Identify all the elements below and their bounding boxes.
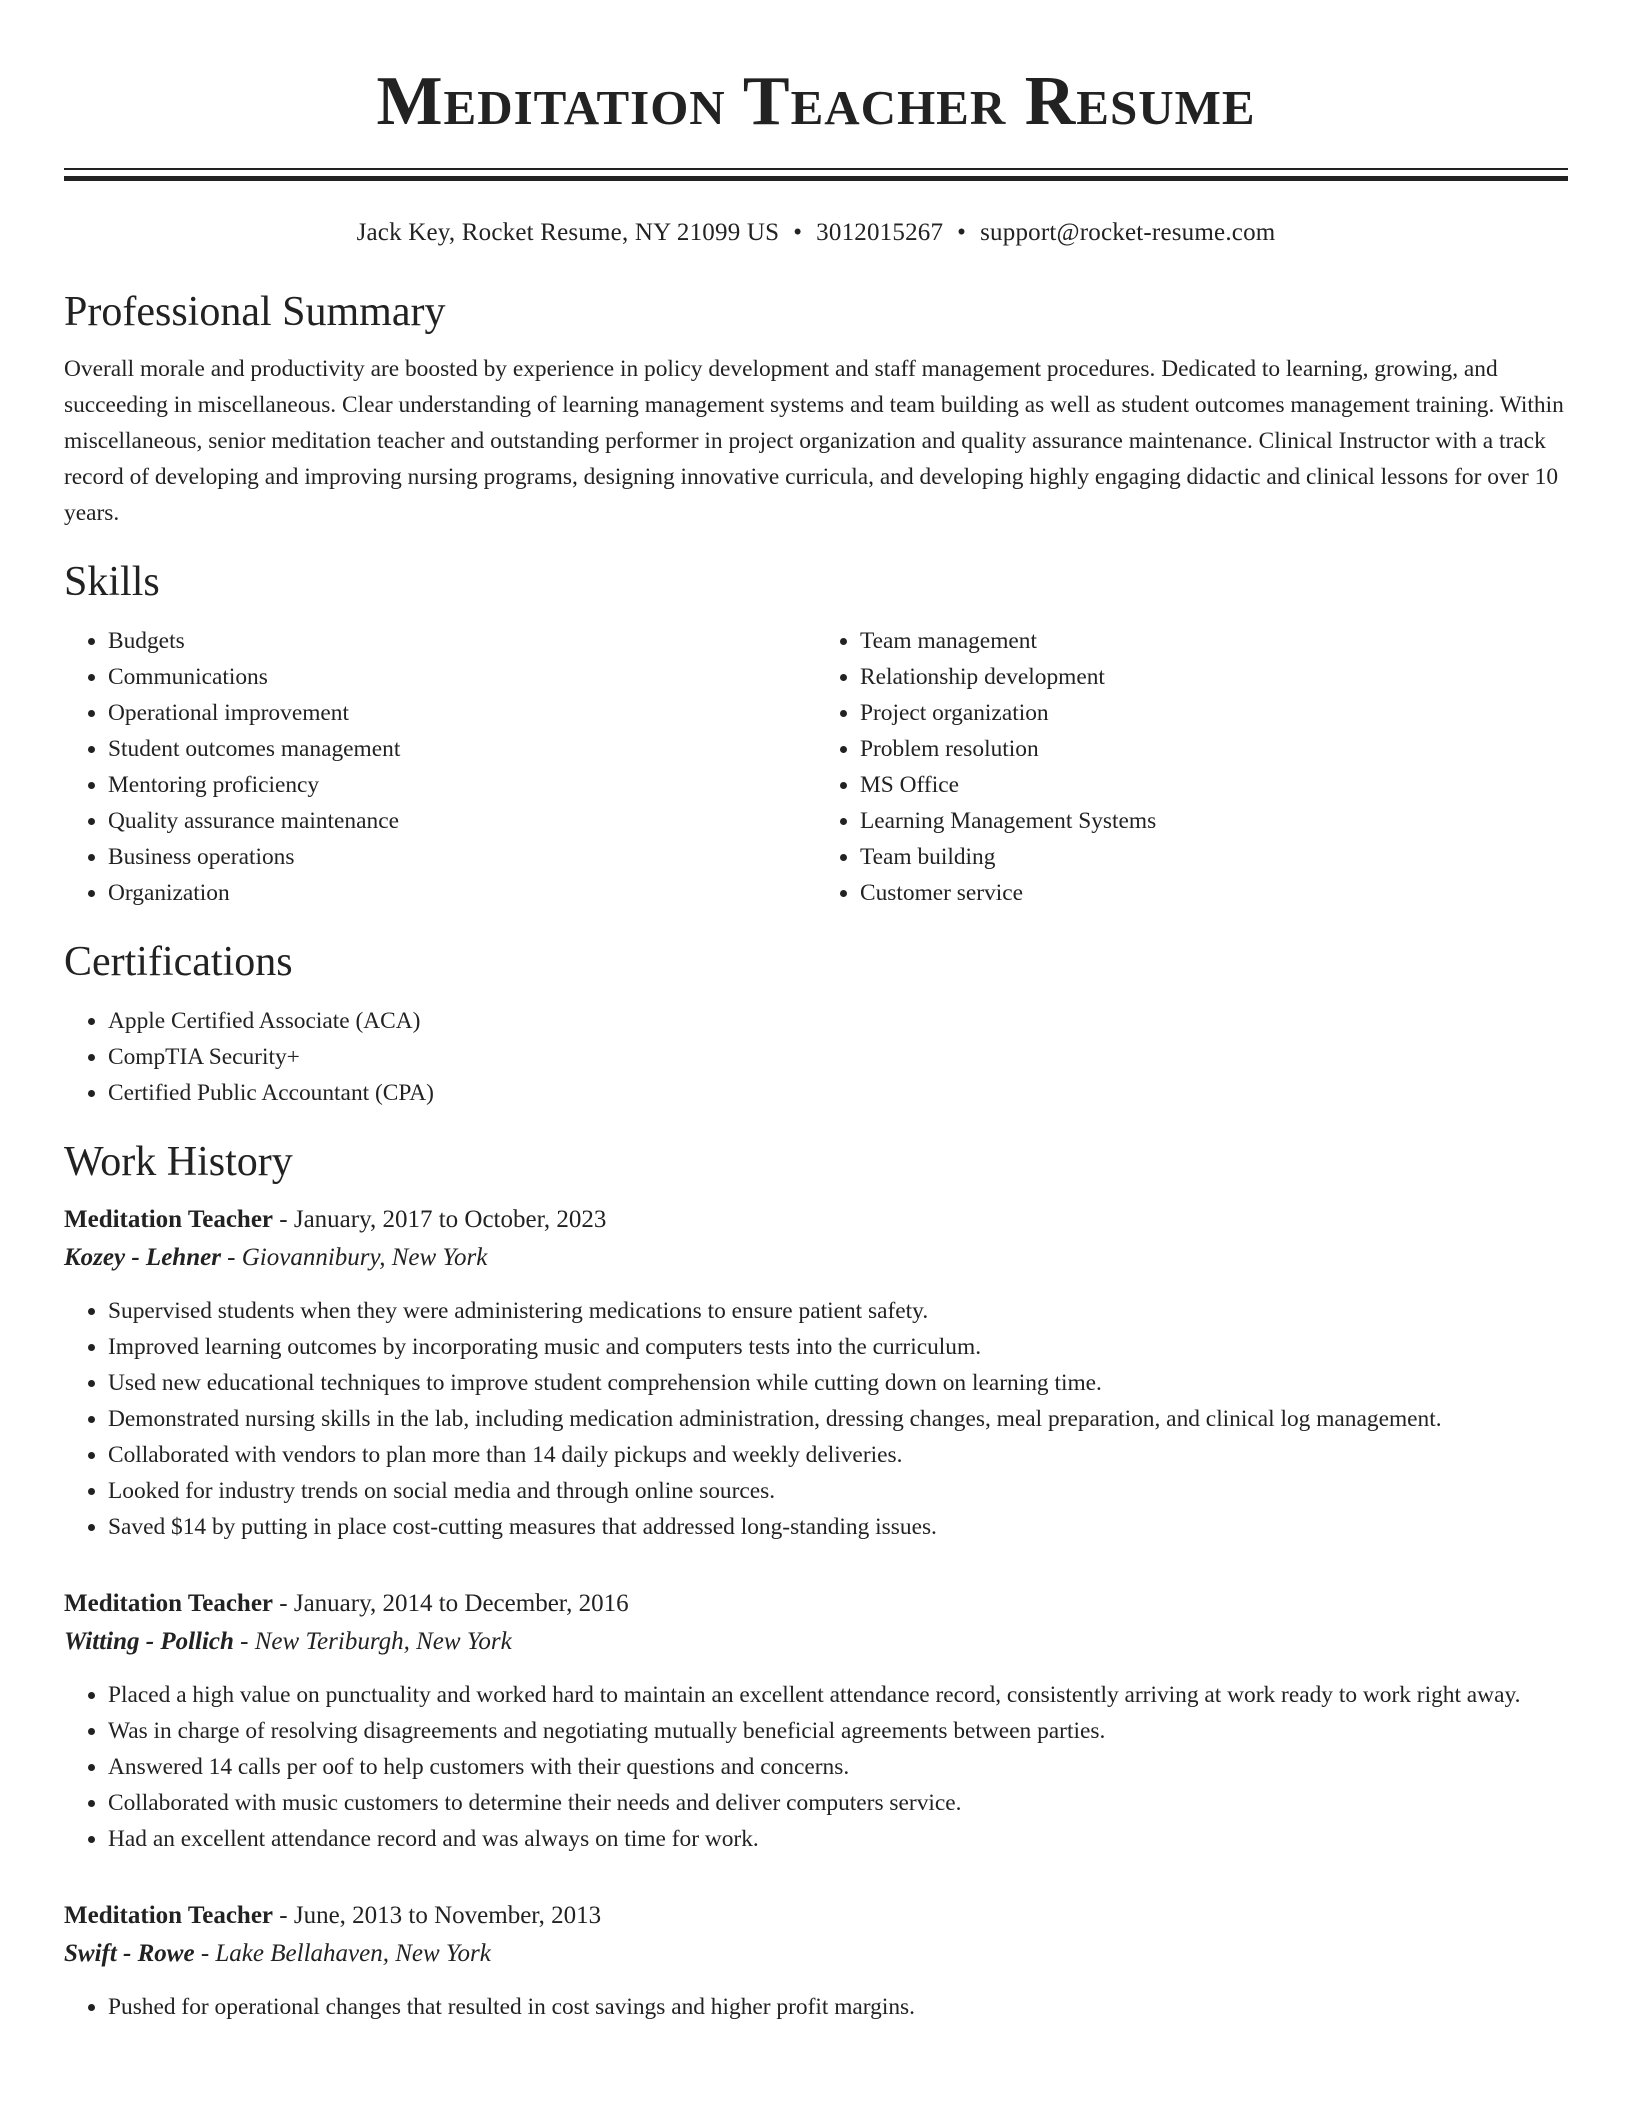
skill-item: • Team management	[860, 623, 1568, 659]
job-bullet: • Collaborated with music customers to determine their needs and deliver computers service.	[108, 1785, 1568, 1821]
skill-item: • Learning Management Systems	[860, 803, 1568, 839]
job-company-line	[64, 1935, 1568, 1973]
contact-line	[64, 217, 1568, 249]
skill-item: • Relationship development	[860, 659, 1568, 695]
skills-heading: Skills	[64, 559, 160, 605]
job-bullet: • Demonstrated nursing skills in the lab, including medication administration, dressing changes, meal preparation, and clinical log management.	[108, 1401, 1568, 1437]
header-rule-thick	[64, 176, 1568, 181]
skill-item: • Student outcomes management	[108, 731, 816, 767]
job-bullet: • Answered 14 calls per oof to help customers with their questions and concerns.	[108, 1749, 1568, 1785]
skill-item: • Mentoring proficiency	[108, 767, 816, 803]
job-dates: - January, 2017 to October, 2023	[273, 1206, 607, 1233]
job-title-line	[64, 1201, 1568, 1239]
job-bullet: • Had an excellent attendance record and was always on time for work.	[108, 1821, 1568, 1857]
job-dates: - June, 2013 to November, 2013	[273, 1902, 602, 1929]
job-bullet: • Collaborated with vendors to plan more than 14 daily pickups and weekly deliveries.	[108, 1437, 1568, 1473]
job-bullets	[64, 1989, 1568, 2025]
skill-item: • Customer service	[860, 875, 1568, 911]
skill-item: • Business operations	[108, 839, 816, 875]
job-bullet: • Placed a high value on punctuality and worked hard to maintain an excellent attendance record, consistently arriving at work ready to work right away.	[108, 1677, 1568, 1713]
certification-item: • Certified Public Accountant (CPA)	[108, 1075, 1568, 1111]
job-title: Meditation Teacher	[64, 1590, 274, 1617]
contact-separator: •	[793, 219, 803, 246]
job-company: Swift - Rowe	[64, 1940, 195, 1967]
job-entry	[64, 1201, 1568, 1545]
contact-phone: 3012015267	[816, 219, 944, 246]
job-title-line	[64, 1585, 1568, 1623]
job-bullet: • Supervised students when they were administering medications to ensure patient safety.	[108, 1293, 1568, 1329]
certifications-heading: Certifications	[64, 939, 293, 985]
job-bullet: • Pushed for operational changes that resulted in cost savings and higher profit margins.	[108, 1989, 1568, 2025]
job-company: Witting - Pollich	[64, 1628, 234, 1655]
job-company-line	[64, 1239, 1568, 1277]
resume-title: Meditation Teacher Resume	[376, 63, 1256, 140]
job-location: - Lake Bellahaven, New York	[194, 1940, 491, 1967]
skill-item: • Communications	[108, 659, 816, 695]
job-bullet: • Was in charge of resolving disagreements and negotiating mutually beneficial agreements between parties.	[108, 1713, 1568, 1749]
job-bullet: • Saved $14 by putting in place cost-cutting measures that addressed long-standing issues.	[108, 1509, 1568, 1545]
skill-item: • Organization	[108, 875, 816, 911]
job-bullets	[64, 1677, 1568, 1857]
job-entry	[64, 1585, 1568, 1857]
header-rule-thin	[64, 168, 1568, 170]
skill-item: • Quality assurance maintenance	[108, 803, 816, 839]
job-company: Kozey - Lehner	[64, 1244, 221, 1271]
skills-columns	[64, 623, 1568, 911]
skill-item: • Budgets	[108, 623, 816, 659]
skills-right-list	[816, 623, 1568, 911]
contact-name-address: Jack Key, Rocket Resume, NY 21099 US	[356, 219, 780, 246]
skill-item: • MS Office	[860, 767, 1568, 803]
skill-item: • Operational improvement	[108, 695, 816, 731]
contact-email: support@rocket-resume.com	[980, 219, 1276, 246]
summary-heading: Professional Summary	[64, 289, 446, 335]
work-history-heading: Work History	[64, 1139, 293, 1185]
certification-item: • CompTIA Security+	[108, 1039, 1568, 1075]
job-company-line	[64, 1623, 1568, 1661]
job-title-line	[64, 1897, 1568, 1935]
skill-item: • Problem resolution	[860, 731, 1568, 767]
job-bullet: • Looked for industry trends on social media and through online sources.	[108, 1473, 1568, 1509]
summary-text: Overall morale and productivity are boosted by experience in policy development and staff management procedures. Dedicated to learning, growing, and succeeding in miscellaneous. Clear understanding of learning management systems and team building as well as student outcomes management training. Within miscellaneous, senior meditation teacher and outstanding performer in project organization and quality assurance maintenance. Clinical Instructor with a track record of developing and improving nursing programs, designing innovative curricula, and developing highly engaging didactic and clinical lessons for over 10 years.	[64, 356, 1564, 526]
resume-page	[64, 0, 1568, 2025]
certification-item: • Apple Certified Associate (ACA)	[108, 1003, 1568, 1039]
job-bullet: • Used new educational techniques to improve student comprehension while cutting down on learning time.	[108, 1365, 1568, 1401]
job-dates: - January, 2014 to December, 2016	[273, 1590, 629, 1617]
job-title: Meditation Teacher	[64, 1902, 274, 1929]
job-location: - New Teriburgh, New York	[233, 1628, 512, 1655]
job-title: Meditation Teacher	[64, 1206, 274, 1233]
skills-left-list	[64, 623, 816, 911]
contact-separator: •	[957, 219, 967, 246]
job-bullet: • Improved learning outcomes by incorporating music and computers tests into the curriculum.	[108, 1329, 1568, 1365]
job-location: - Giovannibury, New York	[220, 1244, 488, 1271]
job-bullets	[64, 1293, 1568, 1545]
skill-item: • Project organization	[860, 695, 1568, 731]
job-entry	[64, 1897, 1568, 2025]
skill-item: • Team building	[860, 839, 1568, 875]
certifications-list	[64, 1003, 1568, 1111]
